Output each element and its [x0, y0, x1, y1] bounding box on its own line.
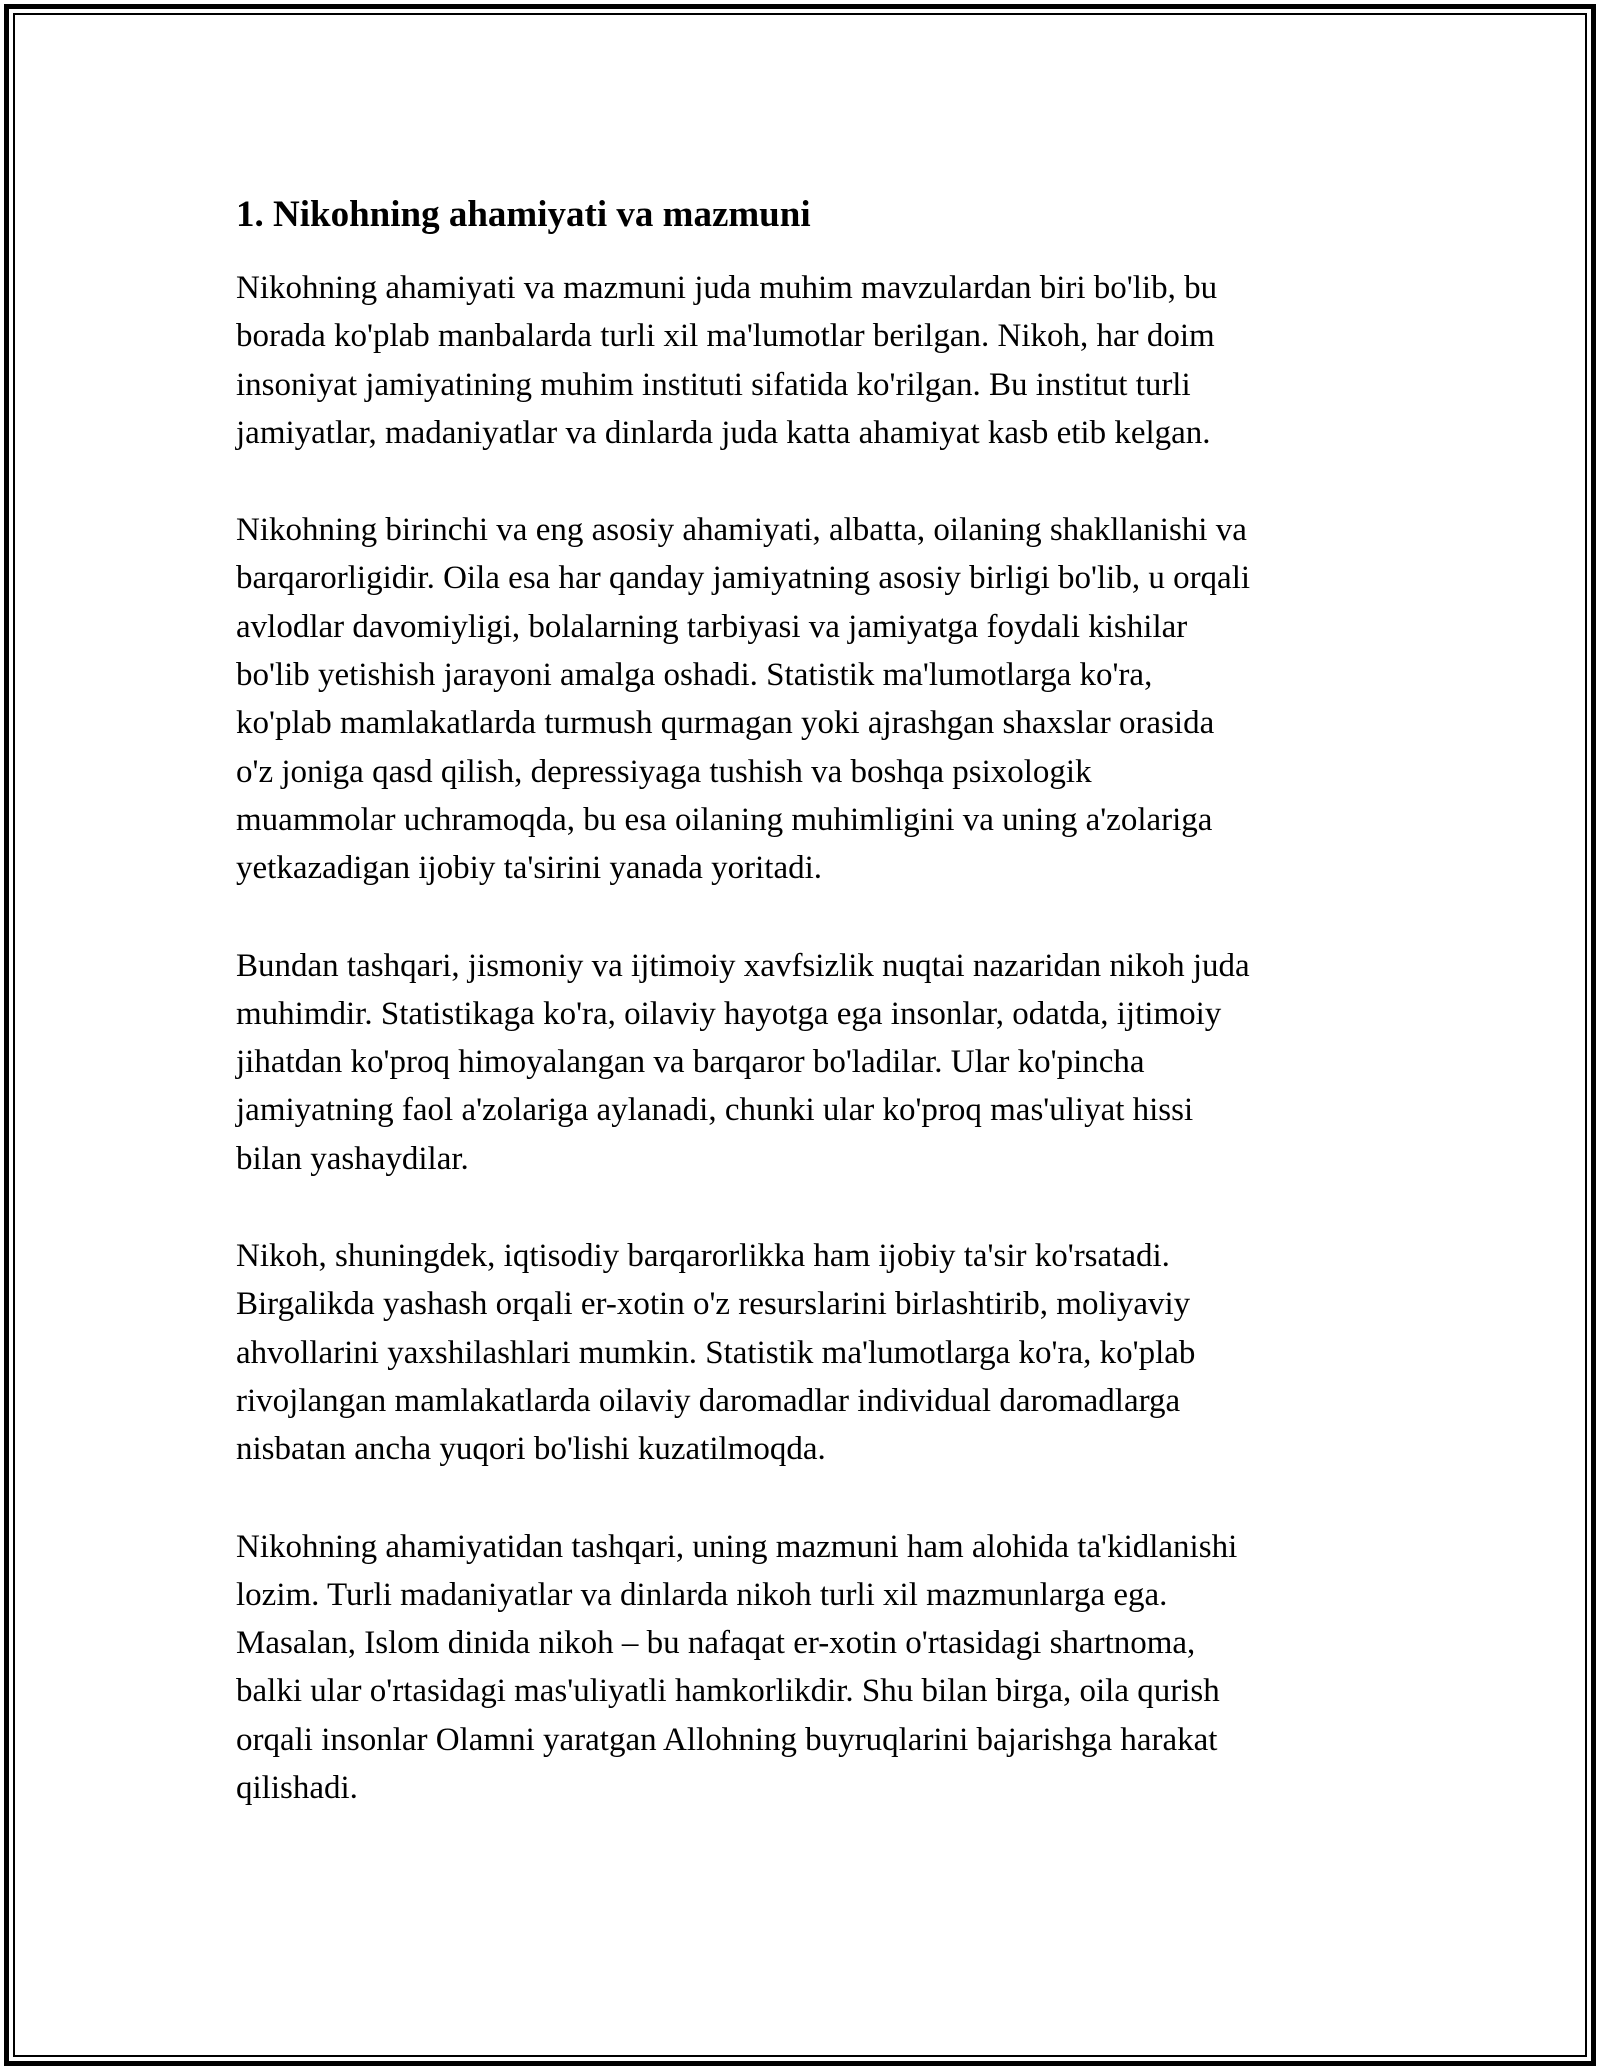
paragraph-line: balki ular o'rtasidagi mas'uliyatli hamkorlikdir. Shu bilan birga, oila qurish [236, 1673, 1220, 1710]
paragraph-line: jihatdan ko'proq himoyalangan va barqaror bo'ladilar. Ular ko'pincha [236, 1044, 1145, 1081]
paragraph-line: avlodlar davomiyligi, bolalarning tarbiyasi va jamiyatga foydali kishilar [236, 608, 1188, 645]
paragraph-line: o'z joniga qasd qilish, depressiyaga tushish va boshqa psixologik [236, 753, 1092, 790]
paragraph-line: muammolar uchramoqda, bu esa oilaning muhimligini va uning a'zolariga [236, 801, 1213, 838]
section-heading: 1. Nikohning ahamiyati va mazmuni [236, 194, 811, 235]
paragraph-line: Bundan tashqari, jismoniy va ijtimoiy xavfsizlik nuqtai nazaridan nikoh juda [236, 947, 1250, 984]
paragraph-2 [236, 506, 1376, 892]
paragraph-line: nisbatan ancha yuqori bo'lishi kuzatilmoqda. [236, 1431, 826, 1468]
paragraph-line: yetkazadigan ijobiy ta'sirini yanada yoritadi. [236, 850, 823, 887]
paragraph-line: ko'plab mamlakatlarda turmush qurmagan yoki ajrashgan shaxslar orasida [236, 705, 1215, 742]
paragraph-1 [236, 264, 1376, 457]
paragraph-line: Masalan, Islom dinida nikoh – bu nafaqat er-xotin o'rtasidagi shartnoma, [236, 1625, 1196, 1662]
paragraph-line: Nikohning birinchi va eng asosiy ahamiyati, albatta, oilaning shakllanishi va [236, 512, 1247, 549]
paragraph-3 [236, 942, 1376, 1183]
paragraph-line: bo'lib yetishish jarayoni amalga oshadi. Statistik ma'lumotlarga ko'ra, [236, 657, 1153, 694]
paragraph-5 [236, 1523, 1376, 1813]
paragraph-line: orqali insonlar Olamni yaratgan Allohning buyruqlarini bajarishga harakat [236, 1721, 1218, 1758]
paragraph-line: Nikohning ahamiyatidan tashqari, uning mazmuni ham alohida ta'kidlanishi [236, 1528, 1238, 1565]
paragraph-line: Nikohning ahamiyati va mazmuni juda muhim mavzulardan biri bo'lib, bu [236, 270, 1218, 306]
paragraph-line: Nikoh, shuningdek, iqtisodiy barqarorlikka ham ijobiy ta'sir ko'rsatadi. [236, 1238, 1170, 1275]
paragraph-line: muhimdir. Statistikaga ko'ra, oilaviy hayotga ega insonlar, odatda, ijtimoiy [236, 995, 1222, 1032]
paragraph-line: Birgalikda yashash orqali er-xotin o'z resurslarini birlashtirib, moliyaviy [236, 1286, 1191, 1323]
paragraph-line: insoniyat jamiyatining muhim instituti sifatida ko'rilgan. Bu institut turli [236, 366, 1191, 403]
paragraph-line: jamiyatlar, madaniyatlar va dinlarda juda katta ahamiyat kasb etib kelgan. [236, 414, 1211, 451]
paragraph-line: borada ko'plab manbalarda turli xil ma'lumotlar berilgan. Nikoh, har doim [236, 318, 1215, 355]
paragraph-line: ahvollarini yaxshilashlari mumkin. Statistik ma'lumotlarga ko'ra, ko'plab [236, 1334, 1196, 1371]
paragraph-line: qilishadi. [236, 1770, 358, 1807]
paragraph-line: jamiyatning faol a'zolariga aylanadi, chunki ular ko'proq mas'uliyat hissi [236, 1092, 1194, 1129]
paragraph-4 [236, 1232, 1376, 1473]
paragraph-line: bilan yashaydilar. [236, 1140, 469, 1177]
paragraph-line: lozim. Turli madaniyatlar va dinlarda nikoh turli xil mazmunlarga ega. [236, 1576, 1168, 1613]
paragraph-line: barqarorligidir. Oila esa har qanday jamiyatning asosiy birligi bo'lib, u orqali [236, 560, 1251, 597]
paragraph-line: rivojlangan mamlakatlarda oilaviy daromadlar individual daromadlarga [236, 1382, 1181, 1419]
document-body [236, 188, 1376, 1861]
